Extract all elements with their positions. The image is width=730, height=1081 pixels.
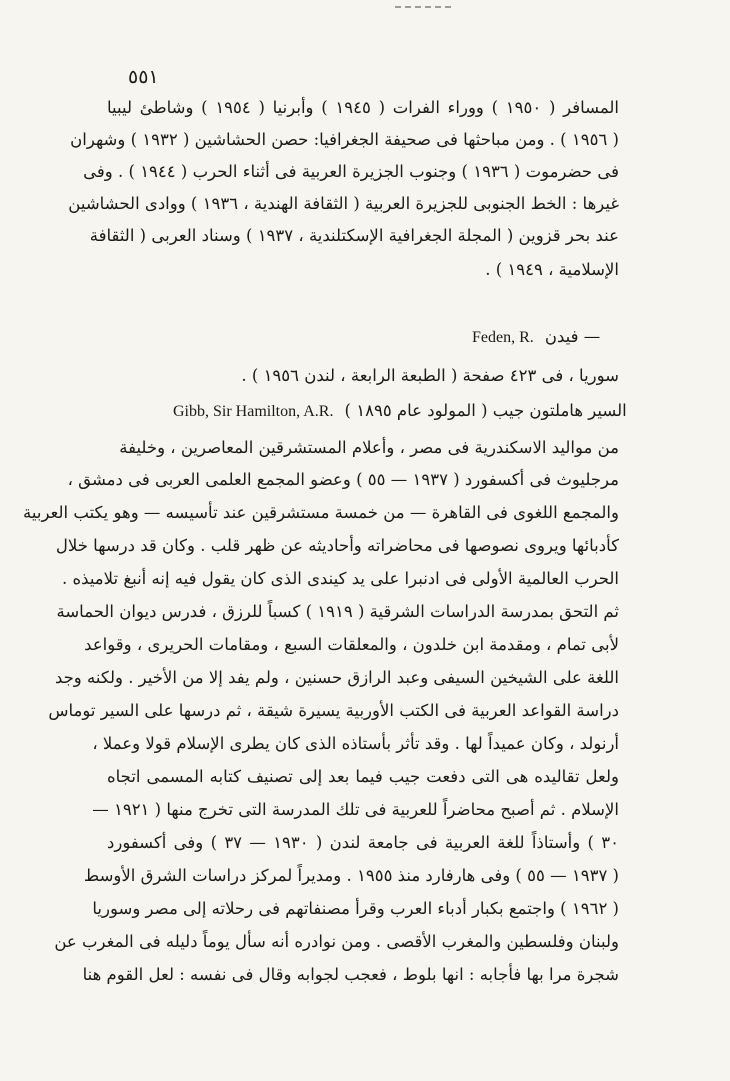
text-line: الإسلام . ثم أصبح محاضراً للعربية فى تلك المدرسة التى تخرج منها ( ١٩٢١ — bbox=[92, 800, 619, 819]
text-line: لأبى تمام ، ومقدمة ابن خلدون ، والمعلقات السبع ، ومقامات الحريرى ، وقواعد bbox=[84, 635, 619, 654]
text-line: شجرة مرا بها فأجابه : انها بلوط ، فعجب لجوابه وقال فى نفسه : لعل القوم هنا bbox=[82, 965, 619, 984]
text-line: ( ١٩٣٧ — ٥٥ ) وفى هارفارد منذ ١٩٥٥ . ومديراً لمركز دراسات الشرق الأوسط bbox=[83, 866, 619, 885]
entry-name-arabic: السير هاملتون جيب ( المولود عام ١٨٩٥ ) bbox=[344, 401, 627, 420]
text-line: ( ١٩٦٢ ) واجتمع بكبار أدباء العرب وقرأ مصنفاتهم فى رحلاته إلى مصر وسوريا bbox=[92, 899, 619, 918]
text-line: من مواليد الاسكندرية فى مصر ، وأعلام المستشرقين المعاصرين ، وخليفة bbox=[119, 438, 619, 457]
text-line: اللغة على الشيخين السيفى وعبد الرازق حسنين ، ولم يفد إلا من الأخير . ولكنه وجد bbox=[54, 668, 619, 687]
text-line: أرنولد ، وكان عميداً لها . وقد تأثر بأستاذه الذى كان يطرى الإسلام قولا وعملا ، bbox=[92, 734, 619, 753]
text-line: ثم التحق بمدرسة الدراسات الشرقية ( ١٩١٩ ) كسباً للرزق ، فدرس ديوان الحماسة bbox=[56, 602, 619, 621]
text-line: كأدبائها ويروى نصوصها فى محاضراته وأحاديثه عن ظهر قلب . وكان قد درسها خلال bbox=[55, 536, 619, 555]
text-line: عند بحر قزوين ( المجلة الجغرافية الإسكتلندية ، ١٩٣٧ ) وسناد العربى ( الثقافة bbox=[89, 226, 619, 245]
entry-name-arabic: فيدن — bbox=[544, 327, 601, 346]
text-line: المسافر ( ١٩٥٠ ) ووراء الفرات ( ١٩٤٥ ) وأبرنيا ( ١٩٥٤ ) وشاطئ ليبيا bbox=[107, 98, 619, 117]
entry-name-feden bbox=[472, 322, 600, 352]
text-line: دراسة القواعد العربية فى الكتب الأوربية يسيرة شيقة ، ثم درسها على السير توماس bbox=[48, 701, 619, 720]
page-number: ٥٥١ bbox=[128, 66, 159, 88]
text-line: ( ١٩٥٦ ) . ومن مباحثها فى صحيفة الجغرافيا: حصن الحشاشين ( ١٩٣٢ ) وشهران bbox=[70, 130, 619, 149]
text-line: مرجليوث فى أكسفورد ( ١٩٣٧ — ٥٥ ) وعضو المجمع العلمى العربى فى دمشق ، bbox=[67, 470, 619, 489]
text-line: والمجمع اللغوى فى القاهرة — من خمسة مستشرقين عند تأسيسه — وهو يكتب العربية bbox=[23, 503, 619, 522]
entry-name-latin: Feden, R. bbox=[472, 329, 534, 346]
text-line: الحرب العالمية الأولى فى ادنبرا على يد كيندى الذى كان يقول فيه إنه أنبغ تلاميذه . bbox=[62, 569, 619, 588]
entry-name-latin: Gibb, Sir Hamilton, A.R. bbox=[173, 403, 334, 420]
scan-header-mark bbox=[395, 6, 451, 8]
text-line: ٣٠ ) وأستاذاً للغة العربية فى جامعة لندن ( ١٩٣٠ — ٣٧ ) وفى أكسفورد bbox=[107, 833, 619, 852]
text-line: سوريا ، فى ٤٢٣ صفحة ( الطبعة الرابعة ، لندن ١٩٥٦ ) . bbox=[241, 366, 619, 385]
text-line: ولبنان وفلسطين والمغرب الأقصى . ومن نوادره أنه سأل يوماً دليله فى المغرب عن bbox=[54, 932, 619, 951]
text-line: ولعل تقاليده هى التى دفعت جيب فيما بعد إلى تصنيف كتابه المسمى اتجاه bbox=[107, 767, 619, 786]
text-line: غيرها : الخط الجنوبى للجزيرة العربية ( الثقافة الهندية ، ١٩٣٦ ) ووادى الحشاشين bbox=[68, 194, 619, 213]
text-line: فى حضرموت ( ١٩٣٦ ) وجنوب الجزيرة العربية فى أثناء الحرب ( ١٩٤٤ ) . وفى bbox=[83, 162, 619, 181]
text-line: الإسلامية ، ١٩٤٩ ) . bbox=[485, 260, 619, 279]
entry-name-gibb bbox=[173, 396, 627, 426]
